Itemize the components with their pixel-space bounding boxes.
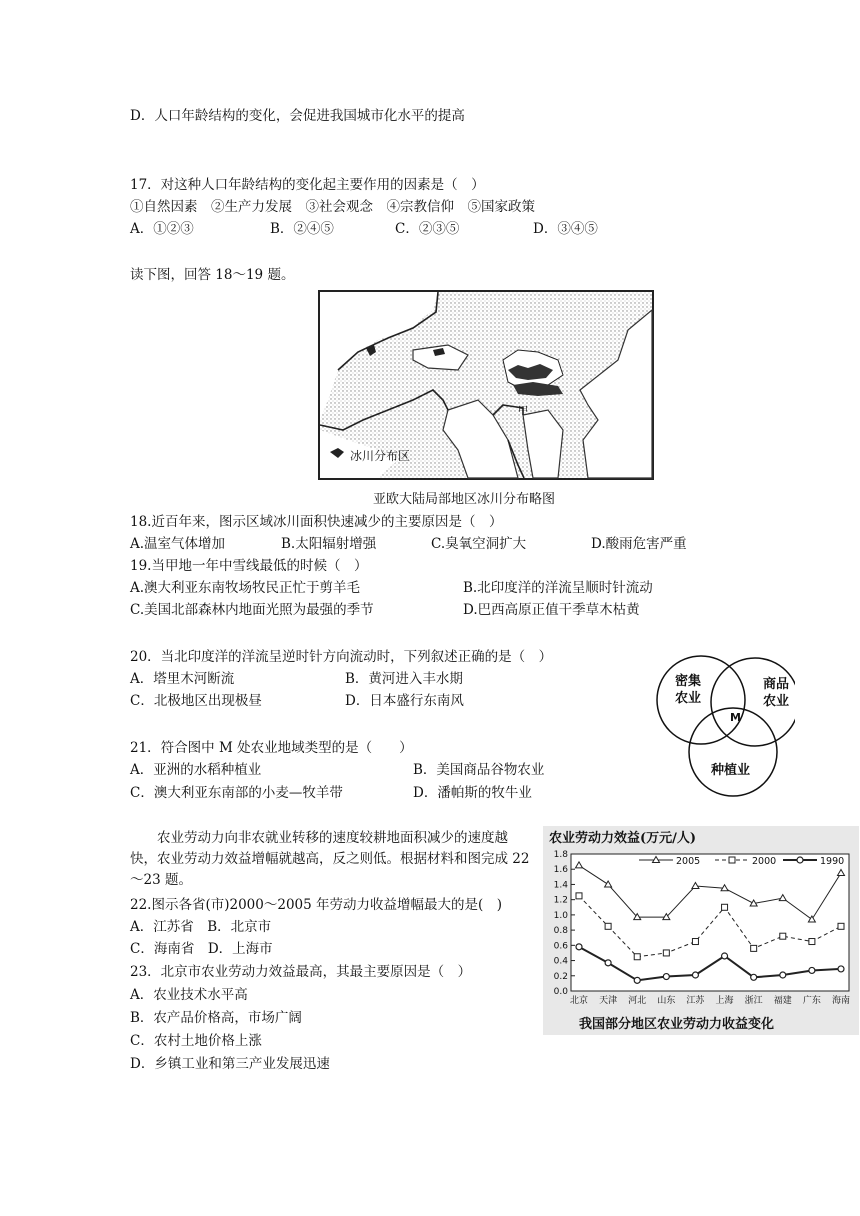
data-point-2000 — [634, 954, 640, 960]
q20-option-c: C．北极地区出现极昼 — [130, 693, 262, 709]
q19-option-b: B.北印度洋的洋流呈顺时针流动 — [463, 580, 653, 596]
legend-marker — [797, 857, 803, 863]
data-point-1990 — [576, 944, 582, 950]
data-point-1990 — [751, 974, 757, 980]
x-tick-label: 上海 — [715, 996, 734, 1006]
venn-label-b: 商品 — [763, 677, 790, 692]
data-point-1990 — [809, 967, 815, 973]
y-tick-label: 0.8 — [553, 926, 568, 937]
q16-option-d: D．人口年龄结构的变化，会促进我国城市化水平的提高 — [130, 108, 465, 124]
q19-option-a: A.澳大利亚东南牧场牧民正忙于剪羊毛 — [130, 580, 361, 596]
x-tick-label: 海南 — [831, 996, 851, 1006]
data-point-2000 — [838, 923, 844, 929]
q17-factors: ①自然因素 ②生产力发展 ③社会观念 ④宗教信仰 ⑤国家政策 — [130, 199, 535, 215]
x-tick-label: 河北 — [628, 996, 647, 1006]
glacier-map — [318, 290, 654, 480]
q21-stem: 21．符合图中 M 处农业地域类型的是（ ） — [130, 740, 413, 756]
y-tick-label: 1.8 — [553, 850, 568, 860]
q22-options-ab: A．江苏省 B．北京市 — [130, 919, 272, 935]
q20-option-a: A．塔里木河断流 — [130, 671, 235, 687]
x-tick-label: 江苏 — [686, 996, 705, 1006]
data-point-2000 — [576, 893, 582, 899]
q21-option-b: B．美国商品谷物农业 — [413, 762, 545, 778]
q21-option-a: A．亚洲的水稻种植业 — [130, 762, 262, 778]
chart-svg — [543, 826, 859, 1035]
y-tick-label: 0.6 — [553, 941, 568, 952]
q18-option-a: A.温室气体增加 — [130, 536, 226, 552]
x-tick-label: 山东 — [657, 996, 676, 1006]
data-point-1990 — [780, 972, 786, 978]
material-paragraph: 农业劳动力向非农就业转移的速度较耕地面积减少的速度越快，农业劳动力效益增幅就越高，反之则低。根据材料和图完成 22～23 题。 — [130, 830, 530, 888]
q20-stem: 20．当北印度洋的洋流呈逆时针方向流动时，下列叙述正确的是（ ） — [130, 649, 553, 665]
read-map-instruction: 读下图，回答 18～19 题。 — [130, 267, 295, 283]
x-tick-label: 浙江 — [744, 996, 763, 1006]
q23-option-a: A．农业技术水平高 — [130, 987, 248, 1003]
data-point-2000 — [809, 939, 815, 945]
data-point-1990 — [663, 974, 669, 980]
data-point-1990 — [634, 977, 640, 983]
x-tick-label: 广东 — [802, 996, 821, 1006]
q22-stem: 22.图示各省(市)2000～2005 年劳动力收益增幅最大的是( ) — [130, 897, 503, 913]
data-point-2000 — [692, 939, 698, 945]
y-tick-label: 1.0 — [553, 910, 568, 921]
q17-stem: 17．对这种人口年龄结构的变化起主要作用的因素是（ ） — [130, 177, 485, 193]
y-tick-label: 1.2 — [553, 895, 568, 906]
legend-label: 2000 — [752, 856, 777, 867]
x-tick-label: 北京 — [569, 996, 589, 1006]
q20-option-d: D．日本盛行东南风 — [345, 693, 464, 709]
venn-label-a2: 农业 — [675, 691, 702, 706]
y-tick-label: 0.0 — [553, 987, 568, 997]
data-point-2000 — [663, 950, 669, 956]
q23-option-d: D．乡镇工业和第三产业发展迅速 — [130, 1056, 330, 1072]
q21-option-d: D．潘帕斯的牧牛业 — [413, 785, 532, 801]
legend-label: 2005 — [676, 856, 701, 867]
q19-option-c: C.美国北部森林内地面光照为最强的季节 — [130, 602, 374, 618]
agriculture-venn-diagram — [655, 652, 795, 798]
q22-options-cd: C．海南省 D．上海市 — [130, 941, 273, 957]
q18-option-c: C.臭氧空洞扩大 — [431, 536, 527, 552]
venn-label-a: 密集 — [675, 674, 702, 689]
q17-option-d: D．③④⑤ — [533, 221, 598, 237]
x-tick-label: 福建 — [773, 996, 792, 1006]
y-tick-label: 1.4 — [553, 880, 568, 891]
data-point-1990 — [838, 966, 844, 972]
venn-label-c: 种植业 — [711, 763, 751, 778]
labor-benefit-chart — [543, 826, 859, 1035]
map-label-jia: 甲 — [518, 406, 528, 417]
q21-option-c: C．澳大利亚东南部的小麦—牧羊带 — [130, 785, 343, 801]
map-caption: 亚欧大陆局部地区冰川分布略图 — [373, 492, 556, 507]
q23-option-c: C．农村土地价格上涨 — [130, 1033, 262, 1049]
venn-label-m: M — [730, 711, 741, 724]
q17-option-c: C．②③⑤ — [395, 221, 460, 237]
map-legend-label: 冰川分布区 — [350, 449, 411, 463]
y-tick-label: 1.6 — [553, 865, 568, 876]
venn-label-b2: 农业 — [763, 694, 790, 709]
q23-stem: 23．北京市农业劳动力效益最高，其最主要原因是（ ） — [130, 964, 472, 980]
data-point-1990 — [722, 953, 728, 959]
data-point-1990 — [605, 960, 611, 966]
data-point-2000 — [605, 923, 611, 929]
data-point-2000 — [722, 904, 728, 910]
chart-caption: 我国部分地区农业劳动力收益变化 — [579, 1017, 775, 1032]
q18-stem: 18.近百年来，图示区域冰川面积快速减少的主要原因是（ ） — [130, 514, 503, 530]
legend-label: 1990 — [820, 856, 845, 867]
data-point-2000 — [751, 945, 757, 951]
q19-option-d: D.巴西高原正值干季草木枯黄 — [463, 602, 640, 618]
q17-option-a: A．①②③ — [130, 221, 194, 237]
y-tick-label: 0.2 — [553, 971, 568, 982]
q20-option-b: B．黄河进入丰水期 — [345, 671, 463, 687]
data-point-2000 — [780, 933, 786, 939]
legend-marker — [729, 857, 735, 863]
y-tick-label: 0.4 — [553, 956, 568, 967]
x-tick-label: 天津 — [599, 996, 618, 1006]
q19-stem: 19.当甲地一年中雪线最低的时候（ ） — [130, 558, 368, 574]
q18-option-b: B.太阳辐射增强 — [281, 536, 377, 552]
chart-title: 农业劳动力效益(万元/人) — [549, 831, 697, 846]
q23-option-b: B．农产品价格高，市场广阔 — [130, 1010, 302, 1026]
q17-option-b: B．②④⑤ — [270, 221, 334, 237]
q18-option-d: D.酸雨危害严重 — [591, 536, 687, 552]
data-point-1990 — [692, 972, 698, 978]
